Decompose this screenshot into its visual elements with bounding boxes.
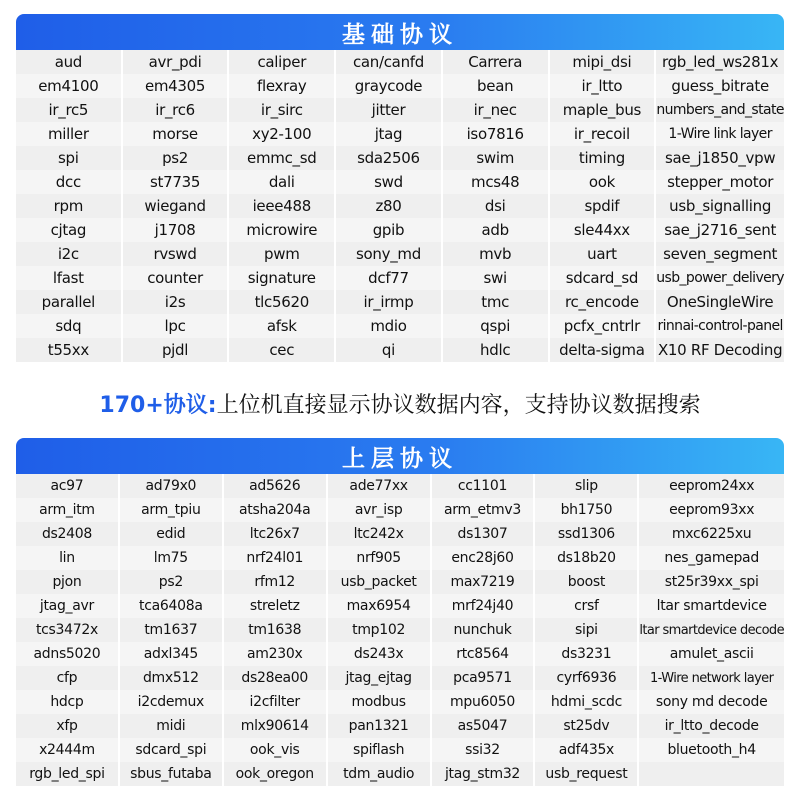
upper-protocol-cell: ir_ltto_decode <box>639 714 784 738</box>
upper-protocol-cell: ook_vis <box>224 738 328 762</box>
basic-protocol-cell: jtag <box>336 122 443 146</box>
basic-protocol-cell: rinnai-control-panel <box>656 314 784 338</box>
basic-protocol-cell: st7735 <box>123 170 230 194</box>
upper-protocol-cell: pjon <box>16 570 120 594</box>
upper-protocol-cell: tcs3472x <box>16 618 120 642</box>
basic-protocol-cell: sle44xx <box>550 218 657 242</box>
upper-protocol-cell: boost <box>535 570 639 594</box>
basic-protocol-cell: dsi <box>443 194 550 218</box>
basic-protocol-cell: ir_ltto <box>550 74 657 98</box>
basic-protocol-cell: sda2506 <box>336 146 443 170</box>
upper-protocol-cell: ds1307 <box>432 522 536 546</box>
upper-protocol-cell: sipi <box>535 618 639 642</box>
basic-protocol-cell: qi <box>336 338 443 362</box>
upper-protocol-cell: avr_isp <box>328 498 432 522</box>
upper-protocol-cell: enc28j60 <box>432 546 536 570</box>
upper-protocol-cell: hdmi_scdc <box>535 690 639 714</box>
upper-protocol-cell: ds28ea00 <box>224 666 328 690</box>
upper-protocol-cell: max6954 <box>328 594 432 618</box>
basic-protocol-cell: numbers_and_state <box>656 98 784 122</box>
basic-protocol-cell: rc_encode <box>550 290 657 314</box>
basic-protocol-cell: dcf77 <box>336 266 443 290</box>
upper-protocol-cell: am230x <box>224 642 328 666</box>
upper-protocol-cell: 1-Wire network layer <box>639 666 784 690</box>
upper-protocol-cell: sbus_futaba <box>120 762 224 786</box>
basic-protocol-cell: ir_rc5 <box>16 98 123 122</box>
basic-protocol-cell: z80 <box>336 194 443 218</box>
upper-protocols-header <box>16 438 784 474</box>
upper-protocol-cell: st25r39xx_spi <box>639 570 784 594</box>
basic-protocol-cell: swi <box>443 266 550 290</box>
basic-protocol-cell: t55xx <box>16 338 123 362</box>
upper-protocol-cell: midi <box>120 714 224 738</box>
basic-protocol-cell: em4100 <box>16 74 123 98</box>
upper-protocol-cell: usb_request <box>535 762 639 786</box>
basic-protocol-cell: 1-Wire link layer <box>656 122 784 146</box>
tagline-highlight: 170+协议: <box>99 392 217 418</box>
basic-protocol-cell: ir_nec <box>443 98 550 122</box>
basic-protocol-cell: seven_segment <box>656 242 784 266</box>
tagline-text: 上位机直接显示协议数据内容，支持协议数据搜索 <box>216 392 701 418</box>
basic-protocols-grid <box>16 50 784 362</box>
upper-protocol-cell: ltar smartdevice decode <box>639 618 784 642</box>
tagline <box>0 386 800 420</box>
basic-protocol-cell: wiegand <box>123 194 230 218</box>
upper-protocol-cell: lin <box>16 546 120 570</box>
upper-protocol-cell: cc1101 <box>432 474 536 498</box>
basic-protocol-cell: mcs48 <box>443 170 550 194</box>
basic-protocol-cell: counter <box>123 266 230 290</box>
basic-protocol-cell: OneSingleWire <box>656 290 784 314</box>
basic-protocol-cell: graycode <box>336 74 443 98</box>
basic-protocol-cell: adb <box>443 218 550 242</box>
basic-protocol-cell: signature <box>229 266 336 290</box>
basic-protocol-cell: delta-sigma <box>550 338 657 362</box>
upper-protocol-cell: ac97 <box>16 474 120 498</box>
basic-protocol-cell: bean <box>443 74 550 98</box>
basic-protocols-header <box>16 14 784 50</box>
upper-protocol-cell <box>639 762 784 786</box>
upper-protocol-cell: bh1750 <box>535 498 639 522</box>
basic-protocol-cell: ir_recoil <box>550 122 657 146</box>
basic-protocol-cell: Carrera <box>443 50 550 74</box>
basic-protocol-cell: sony_md <box>336 242 443 266</box>
upper-protocol-cell: nrf24l01 <box>224 546 328 570</box>
upper-protocol-cell: cfp <box>16 666 120 690</box>
basic-protocol-cell: sdcard_sd <box>550 266 657 290</box>
upper-protocol-cell: hdcp <box>16 690 120 714</box>
basic-protocol-cell: pwm <box>229 242 336 266</box>
upper-protocol-cell: mpu6050 <box>432 690 536 714</box>
basic-protocol-cell: caliper <box>229 50 336 74</box>
upper-protocol-cell: sony md decode <box>639 690 784 714</box>
upper-protocol-cell: modbus <box>328 690 432 714</box>
upper-protocol-cell: jtag_ejtag <box>328 666 432 690</box>
upper-protocol-cell: xfp <box>16 714 120 738</box>
basic-protocol-cell: ieee488 <box>229 194 336 218</box>
basic-protocol-cell: usb_signalling <box>656 194 784 218</box>
upper-protocol-cell: ook_oregon <box>224 762 328 786</box>
basic-protocol-cell: j1708 <box>123 218 230 242</box>
upper-protocol-cell: nunchuk <box>432 618 536 642</box>
upper-protocol-cell: mrf24j40 <box>432 594 536 618</box>
upper-protocol-cell: spiflash <box>328 738 432 762</box>
basic-protocol-cell: gpib <box>336 218 443 242</box>
basic-protocol-cell: em4305 <box>123 74 230 98</box>
upper-protocol-cell: nrf905 <box>328 546 432 570</box>
upper-protocol-cell: eeprom24xx <box>639 474 784 498</box>
upper-protocol-cell: adns5020 <box>16 642 120 666</box>
upper-protocol-cell: edid <box>120 522 224 546</box>
upper-protocol-cell: ad79x0 <box>120 474 224 498</box>
upper-protocol-cell: arm_etmv3 <box>432 498 536 522</box>
basic-protocol-cell: tmc <box>443 290 550 314</box>
upper-protocol-cell: as5047 <box>432 714 536 738</box>
basic-protocol-cell: swim <box>443 146 550 170</box>
upper-protocol-cell: tm1638 <box>224 618 328 642</box>
basic-protocol-cell: uart <box>550 242 657 266</box>
basic-protocol-cell: rpm <box>16 194 123 218</box>
upper-protocol-cell: ltc242x <box>328 522 432 546</box>
basic-protocol-cell: lpc <box>123 314 230 338</box>
basic-protocol-cell: jitter <box>336 98 443 122</box>
upper-protocol-cell: rgb_led_spi <box>16 762 120 786</box>
basic-protocol-cell: spi <box>16 146 123 170</box>
basic-protocol-cell: avr_pdi <box>123 50 230 74</box>
basic-protocol-cell: cjtag <box>16 218 123 242</box>
upper-protocol-cell: jtag_avr <box>16 594 120 618</box>
basic-protocol-cell: qspi <box>443 314 550 338</box>
upper-protocol-cell: ltar smartdevice <box>639 594 784 618</box>
upper-protocol-cell: nes_gamepad <box>639 546 784 570</box>
basic-protocol-cell: maple_bus <box>550 98 657 122</box>
upper-protocol-cell: ds243x <box>328 642 432 666</box>
basic-protocol-cell: timing <box>550 146 657 170</box>
basic-protocol-cell: i2c <box>16 242 123 266</box>
basic-protocol-cell: pcfx_cntrlr <box>550 314 657 338</box>
upper-protocol-cell: ps2 <box>120 570 224 594</box>
upper-protocol-cell: jtag_stm32 <box>432 762 536 786</box>
basic-protocol-cell: sae_j1850_vpw <box>656 146 784 170</box>
upper-protocol-cell: pca9571 <box>432 666 536 690</box>
basic-protocol-cell: lfast <box>16 266 123 290</box>
upper-protocol-cell: usb_packet <box>328 570 432 594</box>
basic-protocol-cell: afsk <box>229 314 336 338</box>
upper-protocol-cell: tm1637 <box>120 618 224 642</box>
basic-protocol-cell: miller <box>16 122 123 146</box>
upper-protocol-cell: rfm12 <box>224 570 328 594</box>
upper-protocol-cell: dmx512 <box>120 666 224 690</box>
basic-protocol-cell: mipi_dsi <box>550 50 657 74</box>
basic-protocol-cell: mdio <box>336 314 443 338</box>
upper-protocol-cell: ltc26x7 <box>224 522 328 546</box>
basic-protocol-cell: dali <box>229 170 336 194</box>
upper-protocol-cell: mxc6225xu <box>639 522 784 546</box>
basic-protocol-cell: rvswd <box>123 242 230 266</box>
upper-protocol-cell: tca6408a <box>120 594 224 618</box>
basic-protocol-cell: ir_rc6 <box>123 98 230 122</box>
upper-protocol-cell: cyrf6936 <box>535 666 639 690</box>
basic-protocol-cell: sdq <box>16 314 123 338</box>
upper-protocol-cell: ssd1306 <box>535 522 639 546</box>
upper-protocol-cell: st25dv <box>535 714 639 738</box>
basic-protocol-cell: hdlc <box>443 338 550 362</box>
upper-protocol-cell: x2444m <box>16 738 120 762</box>
basic-protocol-cell: ir_irmp <box>336 290 443 314</box>
upper-protocol-cell: ad5626 <box>224 474 328 498</box>
basic-protocol-cell: ir_sirc <box>229 98 336 122</box>
upper-protocol-cell: arm_tpiu <box>120 498 224 522</box>
basic-protocol-cell: stepper_motor <box>656 170 784 194</box>
basic-protocol-cell: guess_bitrate <box>656 74 784 98</box>
upper-protocol-cell: adxl345 <box>120 642 224 666</box>
basic-protocol-cell: dcc <box>16 170 123 194</box>
upper-protocol-cell: pan1321 <box>328 714 432 738</box>
upper-protocol-cell: ade77xx <box>328 474 432 498</box>
basic-protocol-cell: swd <box>336 170 443 194</box>
upper-protocol-cell: i2cdemux <box>120 690 224 714</box>
basic-protocol-cell: ps2 <box>123 146 230 170</box>
upper-protocol-cell: tmp102 <box>328 618 432 642</box>
basic-protocol-cell: i2s <box>123 290 230 314</box>
basic-protocol-cell: can/canfd <box>336 50 443 74</box>
basic-protocol-cell: usb_power_delivery <box>656 266 784 290</box>
upper-protocol-cell: i2cfilter <box>224 690 328 714</box>
upper-protocol-cell: mlx90614 <box>224 714 328 738</box>
basic-protocol-cell: pjdl <box>123 338 230 362</box>
basic-protocol-cell: spdif <box>550 194 657 218</box>
basic-protocol-cell: microwire <box>229 218 336 242</box>
basic-protocol-cell: sae_j2716_sent <box>656 218 784 242</box>
basic-protocol-cell: ook <box>550 170 657 194</box>
basic-protocol-cell: morse <box>123 122 230 146</box>
basic-protocol-cell: aud <box>16 50 123 74</box>
upper-protocol-cell: eeprom93xx <box>639 498 784 522</box>
upper-protocol-cell: ssi32 <box>432 738 536 762</box>
basic-protocol-cell: iso7816 <box>443 122 550 146</box>
basic-protocol-cell: parallel <box>16 290 123 314</box>
basic-protocols-title: 基础协议 <box>342 21 458 48</box>
upper-protocol-cell: atsha204a <box>224 498 328 522</box>
upper-protocol-cell: arm_itm <box>16 498 120 522</box>
basic-protocol-cell: tlc5620 <box>229 290 336 314</box>
upper-protocol-cell: max7219 <box>432 570 536 594</box>
upper-protocol-cell: streletz <box>224 594 328 618</box>
upper-protocol-cell: bluetooth_h4 <box>639 738 784 762</box>
upper-protocol-cell: tdm_audio <box>328 762 432 786</box>
upper-protocol-cell: amulet_ascii <box>639 642 784 666</box>
basic-protocol-cell: mvb <box>443 242 550 266</box>
basic-protocol-cell: xy2-100 <box>229 122 336 146</box>
upper-protocols-title: 上层协议 <box>342 445 458 472</box>
upper-protocol-cell: ds18b20 <box>535 546 639 570</box>
upper-protocol-cell: slip <box>535 474 639 498</box>
upper-protocols-grid <box>16 474 784 786</box>
upper-protocol-cell: rtc8564 <box>432 642 536 666</box>
basic-protocol-cell: X10 RF Decoding <box>656 338 784 362</box>
basic-protocol-cell: flexray <box>229 74 336 98</box>
basic-protocol-cell: emmc_sd <box>229 146 336 170</box>
upper-protocol-cell: lm75 <box>120 546 224 570</box>
upper-protocol-cell: ds2408 <box>16 522 120 546</box>
upper-protocol-cell: adf435x <box>535 738 639 762</box>
upper-protocol-cell: crsf <box>535 594 639 618</box>
upper-protocol-cell: sdcard_spi <box>120 738 224 762</box>
basic-protocol-cell: cec <box>229 338 336 362</box>
upper-protocol-cell: ds3231 <box>535 642 639 666</box>
basic-protocol-cell: rgb_led_ws281x <box>656 50 784 74</box>
